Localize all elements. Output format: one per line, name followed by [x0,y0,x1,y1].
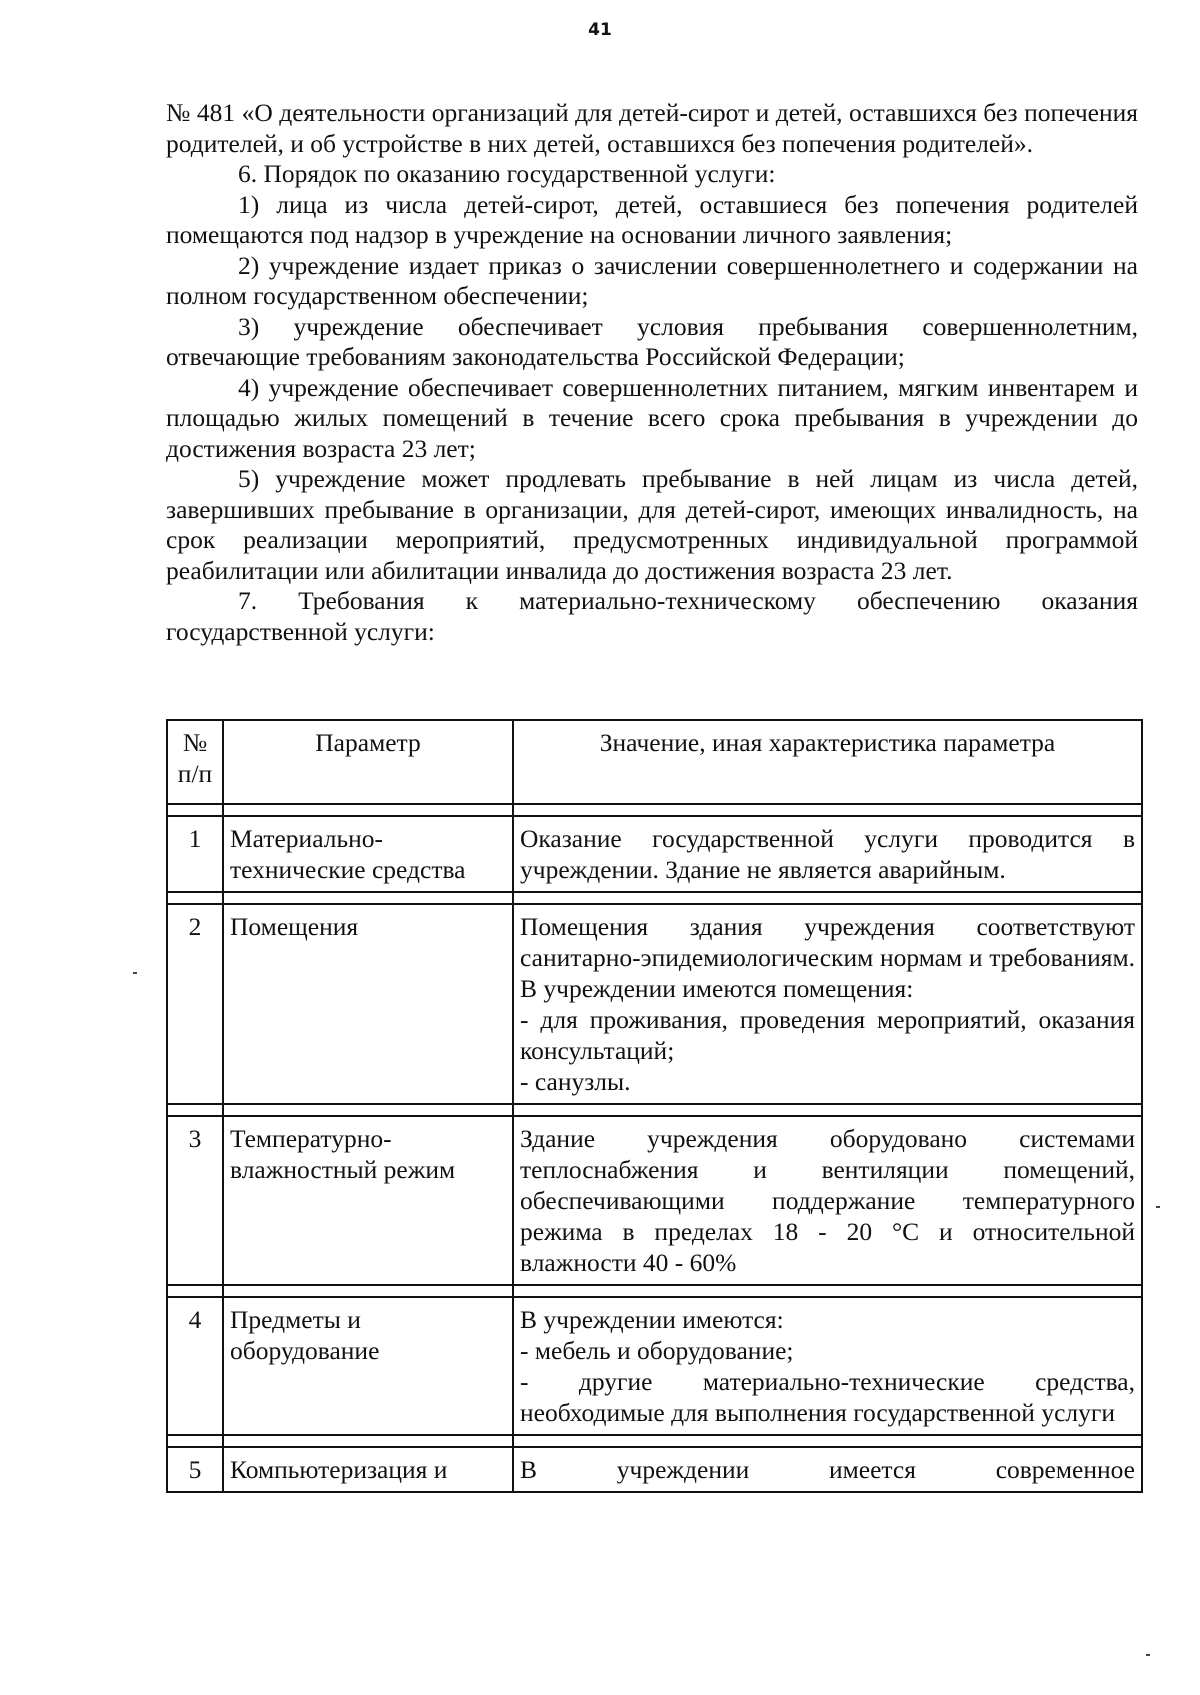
table-row [167,1116,1142,1285]
paragraph-decree-reference: № 481 «О деятельности организаций для детей-сирот и детей, оставшихся без попечения родителей, и об устройстве в них детей, оставшихся без попечения родителей». [166,98,1138,158]
row-value-line: Оказание государственной услуги проводится в учреждении. Здание не является аварийным. [520,824,1135,884]
row-number: 5 [167,1447,223,1492]
paragraph-item-4: 4) учреждение обеспечивает совершеннолетних питанием, мягким инвентарем и площадью жилых помещений в течение всего срока пребывания в учреждении до достижения возраста 23 лет; [166,372,1138,463]
paragraph-item-1: 1) лица из числа детей-сирот, детей, оставшиеся без попечения родителей помещаются под надзор в учреждение на основании личного заявления; [166,189,1138,249]
header-parameter: Параметр [223,720,513,804]
table-spacer-row [167,1435,1142,1447]
row-number: 4 [167,1297,223,1435]
paragraph-item-2: 2) учреждение издает приказ о зачислении совершеннолетнего и содержании на полном государственном обеспечении; [166,250,1138,310]
paragraph-section-7-heading: 7. Требования к материально-техническому обеспечению оказания государственной услуги: [166,586,1138,646]
requirements-table [166,719,1143,1493]
row-parameter: Помещения [223,904,513,1104]
row-number: 2 [167,904,223,1104]
paragraph-section-6-heading: 6. Порядок по оказанию государственной услуги: [238,159,776,188]
requirements-table-wrapper [166,719,1141,1493]
row-value [513,1447,1142,1492]
page-number: 41 [588,20,612,40]
paragraph-item-3: 3) учреждение обеспечивает условия пребывания совершеннолетним, отвечающие требованиям законодательства Российской Федерации; [166,311,1138,371]
table-spacer-row [167,804,1142,816]
row-value-line: - санузлы. [520,1067,631,1096]
table-spacer-row [167,1104,1142,1116]
row-parameter: Температурно-влажностный режим [223,1116,513,1285]
header-value: Значение, иная характеристика параметра [513,720,1142,804]
body-text [166,98,1138,647]
row-value-line: - мебель и оборудование; [520,1336,794,1365]
scan-speck [1146,1654,1150,1656]
table-row [167,904,1142,1104]
table-row [167,1447,1142,1492]
row-parameter: Материально-технические средства [223,816,513,892]
scan-speck [133,972,137,974]
table-row [167,816,1142,892]
scan-speck [1156,1206,1160,1208]
row-value [513,1297,1142,1435]
row-number: 1 [167,816,223,892]
row-value-line: Помещения здания учреждения соответствуют санитарно-эпидемиологическим нормам и требованиям. В учреждении имеются помещения: [520,912,1135,1003]
table-spacer-row [167,1285,1142,1297]
table-header-row [167,720,1142,804]
table-spacer-row [167,892,1142,904]
row-value-line: В учреждении имеется современное [520,1455,1135,1484]
row-value-line: - другие материально-технические средства, необходимые для выполнения государственной услуги [520,1367,1135,1427]
row-value-line: - для проживания, проведения мероприятий, оказания консультаций; [520,1005,1135,1065]
row-value-line: В учреждении имеются: [520,1305,784,1334]
table-row [167,1297,1142,1435]
row-value-line: Здание учреждения оборудовано системами теплоснабжения и вентиляции помещений, обеспечивающими поддержание температурного режима в пределах 18 - 20 °С и относительной влажности 40 - 60% [520,1124,1135,1277]
header-number: № п/п [167,720,223,804]
row-number: 3 [167,1116,223,1285]
paragraph-item-5: 5) учреждение может продлевать пребывание в ней лицам из числа детей, завершивших пребывание в организации, для детей-сирот, имеющих инвалидность, на срок реализации мероприятий, предусмотренных индивидуальной программой реабилитации или абилитации инвалида до достижения возраста 23 лет. [166,464,1138,585]
row-value [513,1116,1142,1285]
row-value [513,816,1142,892]
row-value [513,904,1142,1104]
row-parameter: Компьютеризация и [223,1447,513,1492]
row-parameter: Предметы и оборудование [223,1297,513,1435]
